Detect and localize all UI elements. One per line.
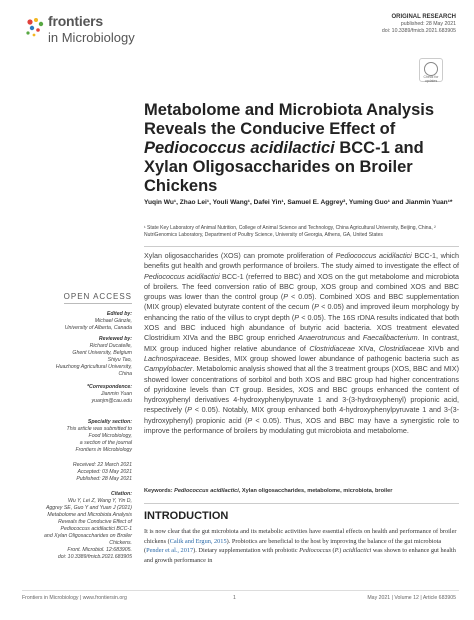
footer-volume: May 2021 | Volume 12 | Article 683905 bbox=[367, 595, 456, 601]
authors[interactable]: Yuqin Wu¹, Zhao Lei¹, Youli Wang¹, Dafei Yin¹, Samuel E. Aggrey², Yuming Guo¹ and Jianmin Yuan¹* bbox=[144, 199, 453, 206]
reviewer: Richard Ducatelle, bbox=[89, 343, 132, 349]
correspondence bbox=[22, 384, 132, 405]
abstract-italic: Clostridiaceae bbox=[309, 343, 355, 353]
abstract-italic: Faecalibacterium bbox=[362, 333, 418, 343]
abstract-text: . In contrast, MIX group induced higher relative abundance of bbox=[144, 333, 459, 353]
keyword-italic: Pediococcus acidilactici bbox=[174, 488, 239, 494]
citation-line: and Xylan Oligosaccharides on Broiler bbox=[44, 533, 132, 539]
abstract-italic: Campylobacter bbox=[144, 364, 193, 374]
abstract-text: < 0.05) and improved ileum morphology by enhancing the ratio of the villus to crypt depth ( bbox=[144, 302, 459, 322]
date-line: Published: 28 May 2021 bbox=[76, 476, 132, 482]
article-meta bbox=[382, 14, 456, 35]
intro-text: It is now clear that the gut microbiota and its metabolic activities have essential effects on health and performance of broiler chickens ( bbox=[144, 528, 457, 545]
citation-line[interactable]: doi: 10.3389/fmicb.2021.683905 bbox=[57, 554, 132, 560]
intro-text: ( bbox=[330, 547, 335, 554]
intro-italic: Pediococcus bbox=[299, 547, 331, 554]
section-heading: INTRODUCTION bbox=[144, 510, 229, 522]
divider bbox=[144, 503, 459, 504]
journal-name: frontiers bbox=[48, 13, 103, 29]
citation-link[interactable]: Calik and Ergun, 2015 bbox=[169, 537, 227, 545]
keywords bbox=[144, 488, 459, 495]
corr-label: *Correspondence: bbox=[87, 384, 132, 390]
citation-label: Citation: bbox=[110, 491, 132, 497]
dates bbox=[22, 462, 132, 483]
spec-line: Food Microbiology, bbox=[88, 433, 132, 439]
abstract-italic: Lachnospiraceae bbox=[144, 353, 199, 363]
abstract-text: Xylan oligosaccharides (XOS) can promote proliferation of bbox=[144, 251, 336, 260]
abstract-italic: P bbox=[314, 302, 319, 312]
abstract-text: and bbox=[344, 333, 363, 343]
citation-line: Reveals the Conducive Effect of bbox=[58, 519, 132, 525]
specialty-section bbox=[22, 419, 132, 454]
edited-label: Edited by: bbox=[106, 311, 132, 317]
title-fragment: BCC-1 and bbox=[334, 139, 424, 157]
spec-line: a section of the journal bbox=[79, 440, 132, 446]
edited-by bbox=[22, 311, 132, 332]
abstract-italic: Pediococcus acidilactici bbox=[144, 271, 220, 281]
abstract bbox=[144, 251, 459, 436]
abstract-text: XIVa, bbox=[354, 343, 379, 353]
abstract-italic: Clostridiaceae bbox=[378, 343, 425, 353]
intro-text: ). Dietary supplementation with probiotic bbox=[193, 547, 300, 554]
date-line: Accepted: 03 May 2021 bbox=[77, 469, 132, 475]
reviewer: Huazhong Agricultural University, bbox=[55, 364, 132, 370]
citation-line: Pediococcus acidilactici BCC-1 bbox=[60, 526, 132, 532]
check-updates-label: Check for updates bbox=[423, 75, 439, 83]
divider bbox=[144, 246, 459, 247]
species-name: Pediococcus acidilactici bbox=[144, 139, 335, 157]
divider bbox=[64, 303, 132, 304]
abstract-text: . Besides, MIX group showed lower abundance of pathogenic bacteria such as bbox=[198, 353, 459, 363]
abstract-text: < 0.05). Thus, XOS and BBC may have a synergistic role to improve the performance of broilers by modulating gut microbiota and metabolome. bbox=[144, 415, 459, 436]
intro-italic: acidilactici bbox=[342, 547, 372, 554]
editor-affil: University of Alberta, Canada bbox=[64, 325, 132, 331]
affiliations: ¹ State Key Laboratory of Animal Nutrition, College of Animal Science and Technology, China Agricultural University, Beijing, China, ² NutriGenomics Laboratory, Department of Poultry Science, University of Georgia, Athens, GA, United States bbox=[144, 225, 436, 238]
abstract-italic: Anaerotruncus bbox=[298, 333, 345, 343]
spec-line: Frontiers in Microbiology bbox=[75, 447, 132, 453]
abstract-text: < 0.05). Combined XOS and BBC supplementation (MIX group) elevated butyrate content of the cecum ( bbox=[144, 292, 459, 312]
keywords-label: Keywords: bbox=[144, 488, 175, 494]
abstract-italic: P bbox=[283, 292, 289, 302]
title-line bbox=[144, 139, 459, 158]
date-line: Received: 22 March 2021 bbox=[72, 462, 132, 468]
abstract-text: BCC-1, which benefits gut health and growth performance of broilers. The study aimed to investigate the effect of bbox=[144, 251, 459, 271]
reviewer: Ghent University, Belgium bbox=[72, 350, 132, 356]
doi[interactable]: doi: 10.3389/fmicb.2021.683905 bbox=[381, 28, 456, 34]
keyword-list: , Xylan oligosaccharides, metabolome, microbiota, broiler bbox=[238, 488, 393, 494]
intro-text: ). Probiotics are beneficial to the host by improving the balance of the gut microbiota ( bbox=[144, 537, 442, 554]
abstract-text: BCC-1 (referred to BBC) and XOS on the gut metabolome and microbiota of broilers. The feed conversion ratio of BBC group, XOS group and combined XOS and BBC groups was lower than the control group ( bbox=[144, 271, 459, 302]
citation-line: Metabolome and Microbiota Analysis bbox=[47, 512, 132, 518]
citation-link[interactable]: Pender et al., 2017 bbox=[146, 547, 194, 554]
reviewer: Shiyu Tao, bbox=[107, 357, 132, 363]
editor-name: Michael Gänzle, bbox=[94, 318, 132, 324]
abstract-italic: P bbox=[247, 415, 253, 425]
citation-line: Front. Microbiol. 12:683905. bbox=[67, 547, 132, 553]
abstract-italic: P bbox=[294, 312, 300, 322]
title-line: Metabolome and Microbiota Analysis bbox=[144, 101, 435, 119]
footer-divider bbox=[22, 590, 459, 591]
footer-journal[interactable]: Frontiers in Microbiology | www.frontiersin.org bbox=[22, 595, 127, 601]
abstract-text: < 0.05). Notably, MIX group enhanced both 4-hydroxyphenylpyruvate 1 and 3-(3-hydroxyphenyl) propionic acid ( bbox=[144, 405, 459, 425]
article-type: ORIGINAL RESEARCH bbox=[391, 14, 456, 20]
abstract-text: . Metabolomic analysis showed that all the 3 treatment groups (XOS, BBC and MIX) showed lower concentrations of sorbitol and both XOS and BBC group had higher concentrations of pyridoxine levels than CT group. Besides, XOS and BBC groups enhanced the content of hydroxyphenyl derivatives 4-hydroxyphenylpyruvate 1 and 3-(3-hydroxyphenyl) propionic acid, respectively ( bbox=[144, 364, 459, 415]
intro-paragraph bbox=[144, 527, 459, 565]
intro-text: ) bbox=[339, 547, 343, 554]
title-line: Reveals the Conducive Effect of bbox=[144, 120, 396, 138]
corr-email[interactable]: yuanjm@cau.edu bbox=[91, 398, 132, 404]
citation-line: Aggrey SE, Guo Y and Yuan J (2021) bbox=[45, 505, 132, 511]
intro-italic: P. bbox=[334, 547, 340, 554]
spec-label: Specialty section: bbox=[87, 419, 132, 425]
frontiers-logo-icon bbox=[22, 14, 48, 40]
abstract-italic: P bbox=[187, 405, 192, 415]
reviewer: China bbox=[118, 371, 132, 377]
refresh-icon bbox=[424, 62, 438, 76]
intro-text: was shown to enhance gut health and growth performance in bbox=[144, 547, 456, 564]
citation-line: Wu Y, Lei Z, Wang Y, Yin D, bbox=[67, 498, 132, 504]
citation-line: Chickens. bbox=[109, 540, 132, 546]
reviewed-by bbox=[22, 336, 132, 378]
abstract-italic: Pediococcus acidilactici bbox=[335, 251, 412, 260]
check-updates-button[interactable] bbox=[419, 58, 443, 82]
page-number: 1 bbox=[233, 595, 236, 601]
title-line: Xylan Oligosaccharides on Broiler bbox=[144, 158, 413, 176]
title-line: Chickens bbox=[144, 177, 218, 195]
abstract-text: < 0.05). The 16S rDNA results indicated that both XOS and BBC induced high abundance of butyric acid bacteria. XOS treatment elevated Clostridium XIVa and the BBC group enriched bbox=[144, 312, 460, 343]
journal-subname: in Microbiology bbox=[48, 30, 135, 45]
corr-name: Jianmin Yuan bbox=[100, 391, 132, 397]
citation bbox=[22, 491, 132, 561]
spec-line: This article was submitted to bbox=[66, 426, 132, 432]
reviewed-label: Reviewed by: bbox=[98, 336, 132, 342]
published-date: published: 28 May 2021 bbox=[400, 21, 456, 27]
open-access-label: OPEN ACCESS bbox=[63, 292, 132, 301]
article-title bbox=[144, 101, 459, 196]
abstract-text: XIVb and bbox=[424, 343, 459, 353]
